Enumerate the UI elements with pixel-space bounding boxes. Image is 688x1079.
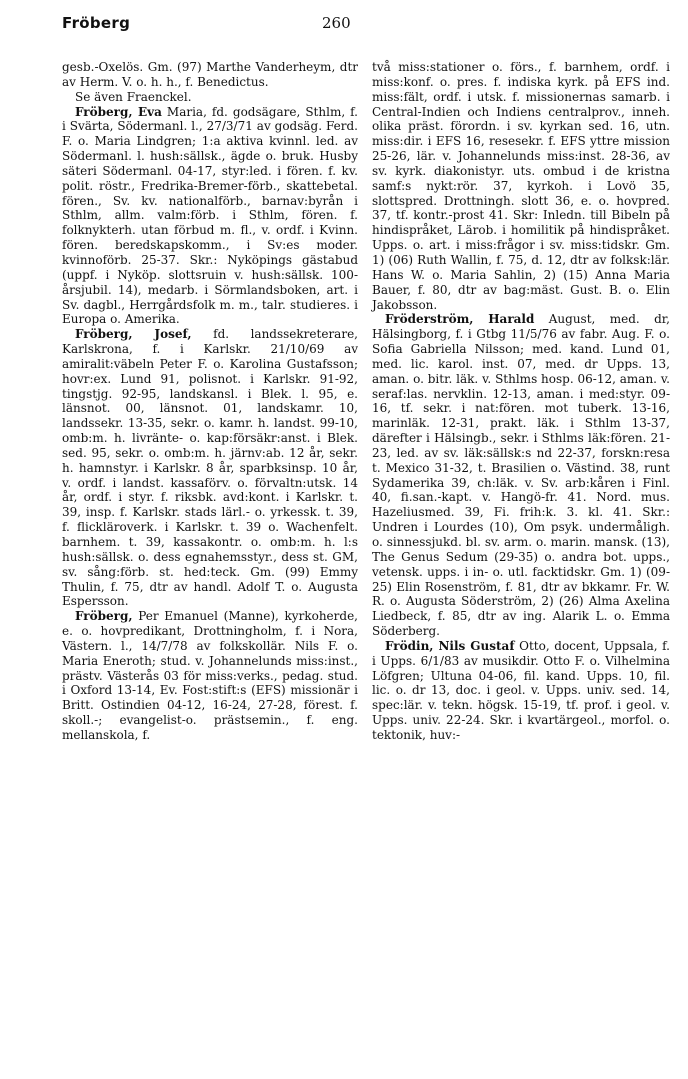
running-head: Fröberg xyxy=(62,14,131,32)
right-column xyxy=(372,60,670,1065)
entry xyxy=(372,312,670,639)
entry xyxy=(62,609,358,743)
cross-reference: Se även Fraenckel. xyxy=(75,89,192,104)
entry-body: Per Emanuel (Manne), kyrkoherde, e. o. hovpredikant, Drottningholm, f. i Nora, Västern. l., 14/7/78 av folkskollär. Nils F. o. Maria Eneroth; stud. v. Johannelunds miss:inst., prästv. Västerås 03 för miss:verks., pedag. stud. i Oxford 13-14, Ev. Fost:stift:s (EFS) missionär i Britt. Ostindien 04-12, 16-24, 27-28, förest. f. skoll.-; evangelist-o. prästsemin., f. eng. mellanskola, f. xyxy=(62,609,358,742)
entry-headword: Fröberg, xyxy=(75,609,133,624)
entry xyxy=(62,105,358,328)
entry-body: Otto, docent, Uppsala, f. i Upps. 6/1/83 av musikdir. Otto F. o. Vilhelmina Löfgren; Ultuna 04-06, fil. kand. Upps. 10, fil. lic. o. dr 13, doc. i geol. v. Upps. univ. sed. 14, spec:lär. v. tekn. högsk. 15-19, tf. prof. i geol. v. Upps. univ. 22-24. Skr. i kvartärgeol., morfol. o. tektonik, huv:- xyxy=(372,638,670,742)
entry-body: Maria, fd. godsägare, Sthlm, f. i Svärta, Södermanl. l., 27/3/71 av godsäg. Ferd. F. o. Maria Lindgren; 1:a aktiva kvinnl. led. av Södermanl. l. hush:sällsk., ägde o. bruk. Husby säteri Södermanl. 04-17, styr:led. i fören. f. kv. polit. röstr., Fredrika-Bremer-förb., skattebetal. fören., Sv. kv. nationalförb., barnav:byrån i Sthlm, allm. valm:förb. i Sthlm, fören. f. folknykterh. utan förbud m. fl., v. ordf. i Kvinn. fören. beredskapskomm., i Sv:es moder. kvinnoförb. 25-37. Skr.: Nyköpings gästabud (uppf. i Nyköp. slottsruin v. hush:sällsk. 100-årsjubil. 14), medarb. i Sörmlandsboken, art. i Sv. dagbl., Herrgårdsfolk m. m., talr. studieres. i Europa o. Amerika. xyxy=(62,104,359,327)
page-header xyxy=(62,14,666,38)
page-number: 260 xyxy=(322,14,351,32)
entry xyxy=(372,639,670,743)
left-column xyxy=(62,60,358,1065)
entry-continuation: gesb.-Oxelös. Gm. (97) Marthe Vanderheym, dtr av Herm. V. o. h. h., f. Benedictus. xyxy=(62,60,358,89)
entry-body: fd. landssekreterare, Karlskrona, f. i Karlskr. 21/10/69 av amiralit:väbeln Peter F. o. Karolina Gustafsson; hovr:ex. Lund 91, polisnot. i Karlskr. 91-92, tingstjg. 92-95, landskansl. i Blek. l. 95, e. länsnot. 00, länsnot. 01, landskamr. 10, landssekr. 13-35, sekr. o. kamr. h. landst. 99-10, omb:m. h. livränte- o. kap:försäkr:anst. i Blek. sed. 95, sekr. o. omb:m. h. järnv:ab. 12 år, sekr. h. hamnstyr. i Karlskr. 8 år, sparbksinsp. 10 år, v. ordf. i landst. kassaförv. o. förvaltn:utsk. 14 år, ordf. i styr. f. riksbk. avd:kont. i Karlskr. t. 39, insp. f. Karlskr. stads lärl.- o. yrkessk. t. 39, f. flickläroverk. i Karlskr. t. 39 o. Wachenfelt. barnhem. t. 39, kassakontr. o. omb:m. h. l:s hush:sällsk. o. dess egnahemsstyr., dess st. GM, sv. sång:förb. st. hed:teck. Gm. (99) Emmy Thulin, f. 75, dtr av handl. Adolf T. o. Augusta Espersson. xyxy=(62,327,358,609)
entry-headword: Frödin, Nils Gustaf xyxy=(385,638,515,653)
entry-headword: Fröderström, Harald xyxy=(385,312,535,327)
entry-headword: Fröberg, Eva xyxy=(75,104,162,119)
entry-continuation: två miss:stationer o. förs., f. barnhem, ordf. i miss:konf. o. pres. f. indiska kyrk. på EFS ind. miss:fält, ordf. i utsk. f. missionernas samarb. i Central-Indien och Indiens centralprov., inneh. olika präst. förordn. i sv. kyrkan sed. 16, utn. miss:dir. i EFS 16, resesekr. f. EFS yttre mission 25-26, lär. v. Johannelunds miss:inst. 28-36, av sv. kyrk. diakonistyr. uts. ombud i de kristna samf:s nykt:rör. 37, kyrkoh. i Lovö 35, slottspred. Drottningh. slott 36, e. o. hovpred. 37, tf. kontr.-prost 41. Skr: Inledn. till Bibeln på hindispråket, Lärob. i homilitik på hindispråket. Upps. o. art. i miss:frågor i sv. miss:tidskr. Gm. 1) (06) Ruth Wallin, f. 75, d. 12, dtr av folksk:lär. Hans W. o. Maria Sahlin, 2) (15) Anna Maria Bauer, f. 80, dtr av bag:mäst. Gust. B. o. Elin Jakobsson. xyxy=(372,60,670,312)
entry-body: August, med. dr, Hälsingborg, f. i Gtbg 11/5/76 av fabr. Aug. F. o. Sofia Gabriella Nilsson; med. kand. Lund 01, med. lic. karol. inst. 07, med. dr Upps. 13, aman. o. bitr. läk. v. Sthlms hosp. 06-12, aman. v. seraf:las. nervklin. 12-13, aman. i med:styr. 09-16, tf. sekr. i nat:fören. mot tuberk. 13-16, marinläk. 12-31, prakt. läk. i Sthlm 13-37, därefter i Hälsingb., sekr. i Sthlms läk:fören. 21-23, led. av sv. läk:sällsk:s nd 22-37, forskn:resa t. Mexico 31-32, t. Brasilien o. Västind. 38, runt Sydamerika 39, ch:läk. v. Sv. arb:kåren i Finl. 40, fi.san.-kapt. v. Hangö-fr. 41. Nord. mus. Hazeliusmed. 39, Fi. frih:k. 3. kl. 41. Skr.: Undren i Lourdes (10), Om psyk. undermåligh. o. sinnessjukd. bl. sv. arm. o. marin. mansk. (13), The Genus Sedum (29-35) o. andra bot. upps., vetensk. upps. i in- o. utl. facktidskr. Gm. 1) (09-25) Elin Rosenström, f. 81, dtr av bkkamr. Fr. W. R. o. Augusta Söderström, 2) (26) Alma Axelina Liedbeck, f. 85, dtr av ing. Alarik L. o. Emma Söderberg. xyxy=(372,312,670,639)
entry xyxy=(62,327,358,609)
entry-headword: Fröberg, Josef, xyxy=(75,327,192,342)
